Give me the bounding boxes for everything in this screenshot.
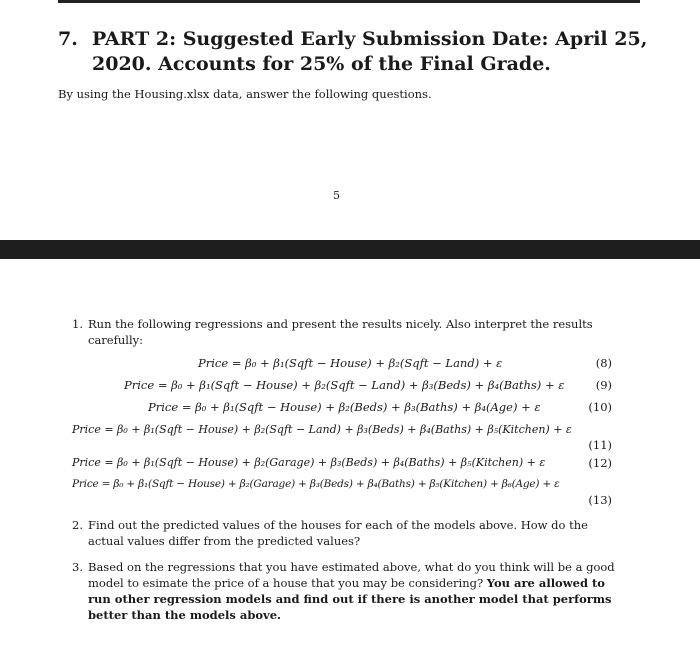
equation-formula: Price = β₀ + β₁(Sqft − House) + β₂(Sqft − Land) + β₃(Beds) + β₄(Baths) + β₅(Kitchen) + ε <box>72 423 572 436</box>
question-text <box>88 559 617 623</box>
heading-line-1 <box>58 27 658 52</box>
heading-title-line-2: 2020. Accounts for 25% of the Final Grade. <box>92 53 551 75</box>
equation-11 <box>72 418 617 452</box>
equation-formula: Price = β₀ + β₁(Sqft − House) + β₂(Garage) + β₃(Beds) + β₄(Baths) + β₅(Kitchen) + β₆(Age) + ε <box>72 478 560 490</box>
top-rule <box>58 0 640 3</box>
equation-10 <box>88 396 617 418</box>
equation-12 <box>72 452 617 474</box>
section-heading <box>58 27 658 77</box>
equation-tag: (13) <box>588 493 612 507</box>
equation-formula: Price = β₀ + β₁(Sqft − House) + β₂(Garage) + β₃(Beds) + β₄(Baths) + β₅(Kitchen) + ε <box>72 456 546 469</box>
equation-tag: (10) <box>588 400 612 414</box>
question-text-regular: Based on the regressions that you have estimated above, what do you think will be a good model to esimate the price of a house that you may be considering? <box>88 560 615 590</box>
question-text: Find out the predicted values of the houses for each of the models above. How do the actual values differ from the predicted values? <box>88 518 588 548</box>
question-text-bold: You are allowed to run other regression models and find out if there is another model that performs better than the models above. <box>88 576 612 622</box>
question-list <box>72 316 617 623</box>
question-2 <box>72 517 617 549</box>
intro-text: By using the Housing.xlsx data, answer the following questions. <box>58 87 432 101</box>
question-3 <box>72 559 617 623</box>
equation-9 <box>88 374 617 396</box>
page-divider-band <box>0 240 700 259</box>
heading-number: 7. <box>58 28 78 50</box>
page-number: 5 <box>333 189 340 202</box>
question-text: Run the following regressions and present the results nicely. Also interpret the results carefully: <box>88 317 593 347</box>
question-number: 1. <box>72 317 83 331</box>
equation-tag: (8) <box>595 356 612 370</box>
heading-title-line-1: PART 2: Suggested Early Submission Date: April 25, <box>92 28 648 50</box>
equation-tag: (12) <box>588 456 612 470</box>
equation-8 <box>88 352 617 374</box>
equation-formula: Price = β₀ + β₁(Sqft − House) + β₂(Sqft − Land) + β₃(Beds) + β₄(Baths) + ε <box>124 378 565 392</box>
question-1 <box>72 316 617 507</box>
equation-13 <box>72 474 617 507</box>
equation-tag: (11) <box>588 438 612 452</box>
question-number: 3. <box>72 560 83 574</box>
equation-formula: Price = β₀ + β₁(Sqft − House) + β₂(Beds) + β₃(Baths) + β₄(Age) + ε <box>148 400 541 414</box>
equation-tag: (9) <box>595 378 612 392</box>
question-number: 2. <box>72 518 83 532</box>
equation-formula: Price = β₀ + β₁(Sqft − House) + β₂(Sqft − Land) + ε <box>198 356 503 370</box>
